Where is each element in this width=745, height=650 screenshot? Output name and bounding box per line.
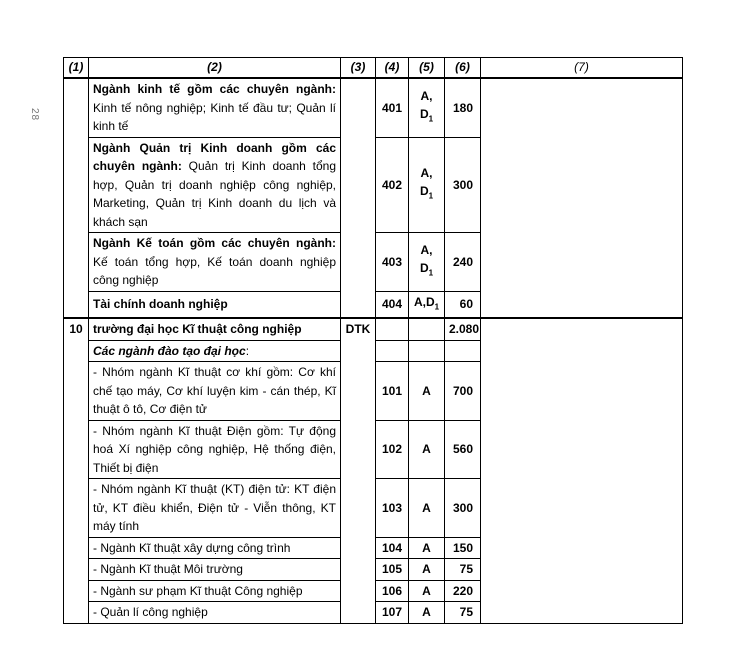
exam-block (409, 78, 445, 137)
major-name: - Nhóm ngành Kĩ thuật Điện gồm: Tự động hoá Xí nghiệp công nghiệp, Hệ thống điện, Thiết bị điện (89, 420, 341, 479)
quota: 75 (445, 559, 481, 581)
quota: 300 (445, 479, 481, 538)
major-code: 102 (376, 420, 409, 479)
major-code: 105 (376, 559, 409, 581)
quota: 150 (445, 537, 481, 559)
quota: 220 (445, 580, 481, 602)
exam-block-main: A, D (419, 242, 433, 276)
column-header: (6) (445, 58, 481, 79)
exam-block: A (409, 479, 445, 538)
exam-block-sub: 1 (428, 191, 434, 201)
column-header: (1) (64, 58, 89, 79)
page-number: 28 (29, 108, 40, 122)
admissions-table (63, 57, 683, 624)
quota: 60 (445, 291, 481, 318)
exam-block (409, 318, 445, 340)
quota: 300 (445, 137, 481, 233)
school-number: 10 (64, 318, 89, 623)
major-name: - Quản lí công nghiệp (89, 602, 341, 624)
exam-block-sub: 1 (428, 268, 434, 278)
exam-block-sub: 1 (434, 301, 440, 311)
school-symbol: DTK (341, 318, 376, 623)
major-code: 403 (376, 233, 409, 292)
school-name: trường đại học Kĩ thuật công nghiệp (89, 318, 341, 340)
major-title: Tài chính doanh nghiệp (93, 297, 228, 312)
major-code: 103 (376, 479, 409, 538)
exam-block: A (409, 602, 445, 624)
symbol-cell (341, 78, 376, 318)
major-cell (89, 233, 341, 292)
exam-block: A (409, 580, 445, 602)
major-code: 101 (376, 362, 409, 421)
major-details: Kế toán tổng hợp, Kế toán doanh nghiệp công nghiệp (93, 254, 336, 287)
school-quota: 2.080 (445, 318, 481, 340)
major-details: Kinh tế nông nghiệp; Kinh tế đầu tư; Quản lí kinh tế (93, 100, 336, 133)
quota: 180 (445, 78, 481, 137)
section-colon: : (245, 343, 250, 358)
exam-block (409, 137, 445, 233)
exam-block: A (409, 362, 445, 421)
exam-block: A (409, 420, 445, 479)
exam-block: A (409, 537, 445, 559)
exam-block-main: A, D (419, 165, 433, 199)
major-cell (89, 78, 341, 137)
major-title: Ngành kinh tế gồm các chuyên ngành: (93, 82, 336, 96)
table-row (64, 78, 683, 137)
header-row (64, 58, 683, 79)
empty-cell (409, 340, 445, 362)
major-code: 106 (376, 580, 409, 602)
section-title: Các ngành đào tạo đại học (93, 343, 246, 358)
notes-cell (481, 318, 683, 623)
empty-cell (376, 340, 409, 362)
school-row (64, 318, 683, 340)
row-number-cell (64, 78, 89, 318)
quota: 560 (445, 420, 481, 479)
major-title: Ngành Quản trị Kinh doanh gồm các chuyên ngành: (93, 140, 336, 173)
major-code: 401 (376, 78, 409, 137)
column-header: (5) (409, 58, 445, 79)
column-header: (4) (376, 58, 409, 79)
major-details: Quản trị Kinh doanh tổng hợp, Quản trị doanh nghiệp công nghiệp, Marketing, Quản trị Kinh doanh du lịch và khách sạn (93, 159, 337, 229)
exam-block: A (409, 559, 445, 581)
major-name: - Nhóm ngành Kĩ thuật (KT) điện tử: KT điện tử, KT điều khiển, Điện tử - Viễn thông, KT máy tính (89, 479, 341, 538)
major-title: Ngành Kế toán gồm các chuyên ngành: (93, 236, 336, 250)
major-code: 107 (376, 602, 409, 624)
major-name: - Ngành sư phạm Kĩ thuật Công nghiệp (89, 580, 341, 602)
quota: 240 (445, 233, 481, 292)
major-cell (89, 291, 341, 318)
exam-block-sub: 1 (428, 114, 434, 124)
column-header: (7) (481, 58, 683, 79)
exam-block (409, 291, 445, 318)
section-title-cell (89, 340, 341, 362)
major-name: - Ngành Kĩ thuật xây dựng công trình (89, 537, 341, 559)
column-header: (2) (89, 58, 341, 79)
major-code: 402 (376, 137, 409, 233)
major-code: 404 (376, 291, 409, 318)
exam-block-main: A,D (413, 294, 435, 309)
quota: 700 (445, 362, 481, 421)
major-cell (89, 137, 341, 233)
major-name: - Nhóm ngành Kĩ thuật cơ khí gồm: Cơ khí chế tạo máy, Cơ khí luyện kim - cán thép, Kĩ thuật ô tô, Cơ điện tử (89, 362, 341, 421)
major-code: 104 (376, 537, 409, 559)
notes-cell (481, 78, 683, 318)
quota: 75 (445, 602, 481, 624)
exam-block-main: A, D (419, 88, 433, 122)
exam-block (409, 233, 445, 292)
column-header: (3) (341, 58, 376, 79)
empty-cell (445, 340, 481, 362)
major-name: - Ngành Kĩ thuật Môi trường (89, 559, 341, 581)
major-code (376, 318, 409, 340)
